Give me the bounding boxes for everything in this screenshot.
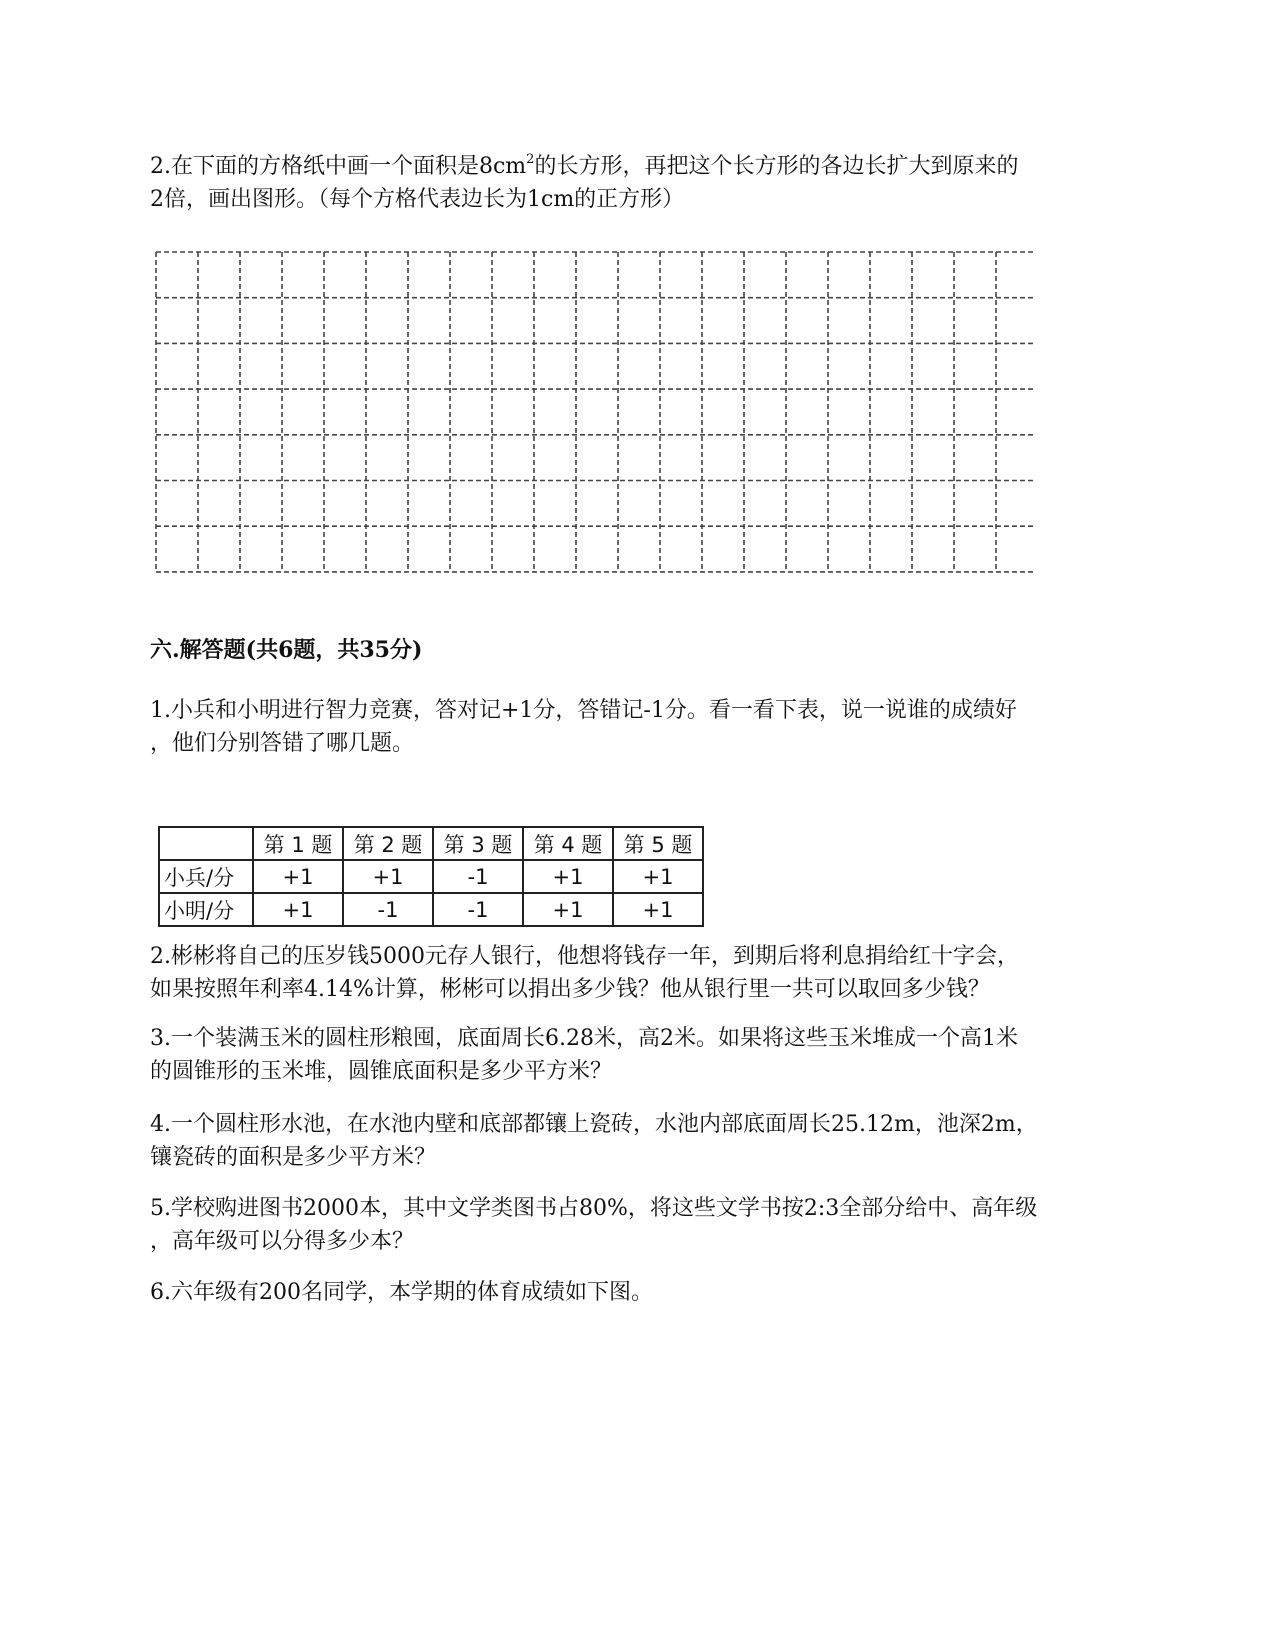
p5-line1: 5.学校购进图书2000本，其中文学类图书占80%，将这些文学书按2:3全部分给中、高年级 [150, 1196, 1038, 1221]
p1-line1: 1.小兵和小明进行智力竞赛，答对记+1分，答错记-1分。看一看下表，说一说谁的成绩好 [150, 698, 1017, 723]
problem-1-text [150, 694, 1125, 760]
score-cell: -1 [433, 893, 523, 926]
header-cell: 第 3 题 [433, 827, 523, 860]
p2-line1: 2.彬彬将自己的压岁钱5000元存人银行，他想将钱存一年，到期后将利息捐给红十字会， [150, 944, 1019, 969]
p4-line2: 镶瓷砖的面积是多少平方米？ [150, 1145, 437, 1170]
score-cell: +1 [343, 860, 433, 893]
score-cell: +1 [253, 893, 343, 926]
problem-6-text [150, 1276, 1125, 1309]
score-cell: -1 [343, 893, 433, 926]
section-6-title: 六.解答题(共6题，共35分) [150, 637, 423, 663]
header-cell: 第 5 题 [613, 827, 703, 860]
superscript: 2 [526, 151, 535, 167]
p3-line1: 3.一个装满玉米的圆柱形粮囤，底面周长6.28米，高2米。如果将这些玉米堆成一个高1米 [150, 1026, 1018, 1051]
problem-3-text [150, 1022, 1125, 1088]
table-row [159, 860, 703, 893]
q2-line1-end: 的长方形，再把这个长方形的各边长扩大到原来的 [534, 154, 1019, 179]
header-cell: 第 1 题 [253, 827, 343, 860]
q2-line1-start: 2.在下面的方格纸中画一个面积是8cm [150, 154, 527, 179]
score-cell: +1 [613, 860, 703, 893]
square-grid-paper[interactable] [154, 250, 1034, 574]
score-cell: +1 [613, 893, 703, 926]
p2-line2: 如果按照年利率4.14%计算，彬彬可以捐出多少钱？他从银行里一共可以取回多少钱？ [150, 977, 990, 1002]
header-cell: 第 4 题 [523, 827, 613, 860]
p6-line1: 6.六年级有200名同学，本学期的体育成绩如下图。 [150, 1280, 653, 1305]
score-table [158, 826, 704, 927]
p5-line2: ，高年级可以分得多少本？ [150, 1229, 415, 1254]
problem-4-text [150, 1108, 1125, 1174]
score-cell: +1 [523, 893, 613, 926]
header-cell: 第 2 题 [343, 827, 433, 860]
p3-line2: 的圆锥形的玉米堆，圆锥底面积是多少平方米？ [150, 1059, 613, 1084]
score-cell: +1 [523, 860, 613, 893]
header-cell [159, 827, 253, 860]
problem-5-text [150, 1192, 1125, 1258]
score-table-header-row [159, 827, 703, 860]
p1-line2: ，他们分别答错了哪几题。 [150, 731, 415, 756]
score-cell: +1 [253, 860, 343, 893]
row-label: 小兵/分 [159, 860, 253, 893]
p4-line1: 4.一个圆柱形水池，在水池内壁和底部都镶上瓷砖，水池内部底面周长25.12m，池深2m， [150, 1112, 1038, 1137]
question-2-text [150, 150, 1125, 216]
score-cell: -1 [433, 860, 523, 893]
table-row [159, 893, 703, 926]
row-label: 小明/分 [159, 893, 253, 926]
q2-line2: 2倍，画出图形。（每个方格代表边长为1cm的正方形） [150, 187, 685, 212]
problem-2-text [150, 940, 1125, 1006]
